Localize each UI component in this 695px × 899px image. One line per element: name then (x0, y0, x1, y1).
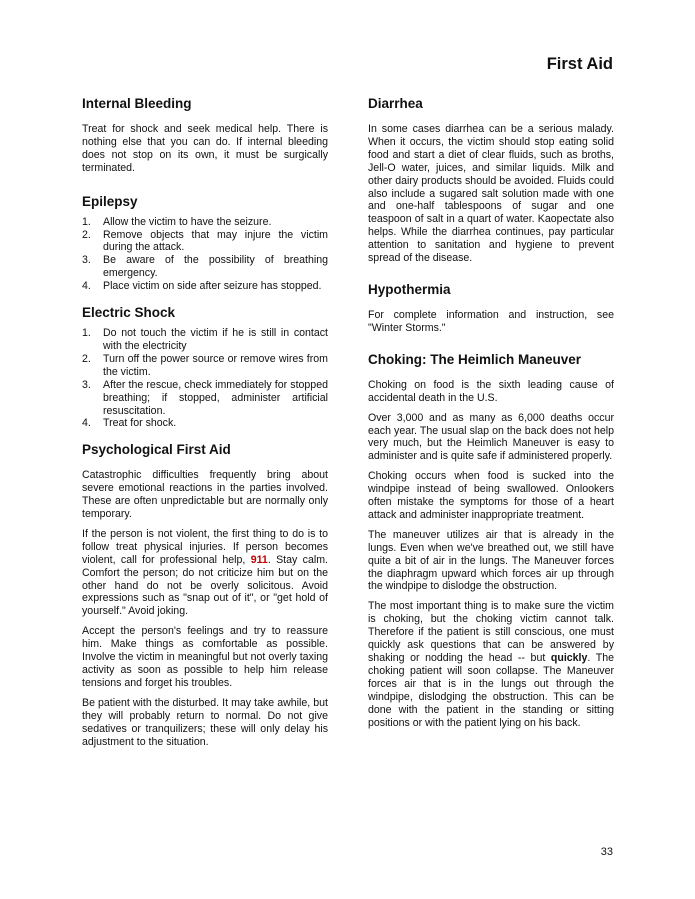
epilepsy-heading: Epilepsy (82, 193, 138, 209)
list-item: 4. Place victim on side after seizure has stopped. (82, 280, 322, 293)
left-column (82, 96, 328, 755)
electric-shock-heading: Electric Shock (82, 305, 176, 321)
list-item: 3. Be aware of the possibility of breathing emergency. (82, 254, 328, 280)
list-item: 1. Do not touch the victim if he is still in contact with the electricity (82, 327, 328, 352)
choking-paragraph-2: Over 3,000 and as many as 6,000 deaths occur each year. The usual slap on the back does not help very much, but the Heimlich Maneuver is easy to administer and is quite safe if administered properly. (368, 411, 614, 463)
list-item: 2. Remove objects that may injure the victim during the attack. (82, 228, 328, 254)
page-header-title: First Aid (546, 55, 613, 73)
choking-paragraph-4: The maneuver utilizes air that is already in the lungs. Even when we've breathed out, we still have quite a bit of air in the lungs. The Maneuver forces the diaphragm upward which forces air up through the windpipe to dislodge the obstruction. (368, 528, 614, 593)
diarrhea-text: In some cases diarrhea can be a serious malady. When it occurs, the victim should stop eating solid food and start a diet of clear fluids, such as broths, Jell-O water, juices, and similar liquids. Milk and other dairy products should be avoided. Fluids could also include a sugared salt solution made with one and one-half tablespoons of sugar and one teaspoon of salt in a quart of water. Kaopectate also helps. While the diarrhea continues, pay particular attention to sanitation and hygiene to prevent spread of the disease. (368, 123, 614, 265)
choking-paragraph-3: Choking occurs when food is sucked into the windpipe instead of being swallowed. Onlookers often mistake the symptoms for those of a heart attack and administer inappropriate treatment. (368, 470, 614, 521)
epilepsy-list (82, 216, 328, 293)
right-column (368, 96, 614, 736)
hypothermia-heading: Hypothermia (368, 281, 451, 297)
internal-bleeding-heading: Internal Bleeding (82, 96, 192, 111)
list-item: 4. Treat for shock. (82, 417, 177, 430)
emergency-number: 911 (250, 553, 268, 566)
page-number: 33 (600, 846, 613, 858)
psychological-first-aid-heading: Psychological First Aid (82, 442, 231, 458)
psychological-paragraph-1: Catastrophic difficulties frequently bring about severe emotional reactions in the parties involved. These are often unpredictable but are normally only temporary. (82, 469, 328, 521)
psychological-paragraph-2: If the person is not violent, the first thing to do is to follow treat physical injuries. If person becomes violent, call for professional help, 911. Stay calm. Comfort the person; do not criticize him but on the other hand do not be overly solicitous. Avoid expressions such as "snap out of it", or "get hold of yourself." Avoid joking. (82, 527, 328, 618)
list-item: 1. Allow the victim to have the seizure. (82, 215, 272, 228)
list-item: 2. Turn off the power source or remove wires from the victim. (82, 352, 328, 378)
list-item: 3. After the rescue, check immediately for stopped breathing; if stopped, administer artificial resuscitation. (82, 378, 328, 417)
hypothermia-text: For complete information and instruction, see "Winter Storms." (368, 308, 614, 334)
emphasis-quickly: quickly (550, 652, 588, 664)
electric-shock-list (82, 327, 328, 430)
choking-heading: Choking: The Heimlich Maneuver (368, 351, 582, 367)
internal-bleeding-text: Treat for shock and seek medical help. There is nothing else that you can do. If internal bleeding does not stop on its own, it must be surgically terminated. (82, 123, 328, 174)
psychological-paragraph-3: Accept the person's feelings and try to reassure him. Make things as comfortable as possible. Involve the victim in meaningful but not overly taxing activity as soon as possible to help him release tensions and forget his troubles. (82, 625, 328, 689)
psychological-paragraph-4: Be patient with the disturbed. It may take awhile, but they will probably return to normal. Do not give sedatives or tranquilizers; these will only delay his adjustment to the situation. (82, 696, 328, 748)
diarrhea-heading: Diarrhea (368, 96, 423, 111)
choking-paragraph-5: The most important thing is to make sure the victim is choking, but the choking victim cannot talk. Therefore if the patient is still conscious, one must quickly ask questions that can be answered by shaking or nodding the head -- but quickly. The choking patient will soon collapse. The Maneuver forces air that is in the lungs out through the windpipe, dislodging the obstruction. This can be done with the patient in the standing or sitting positions or with the patient lying on his back. (368, 600, 614, 729)
choking-paragraph-1: Choking on food is the sixth leading cause of accidental death in the U.S. (368, 378, 614, 404)
